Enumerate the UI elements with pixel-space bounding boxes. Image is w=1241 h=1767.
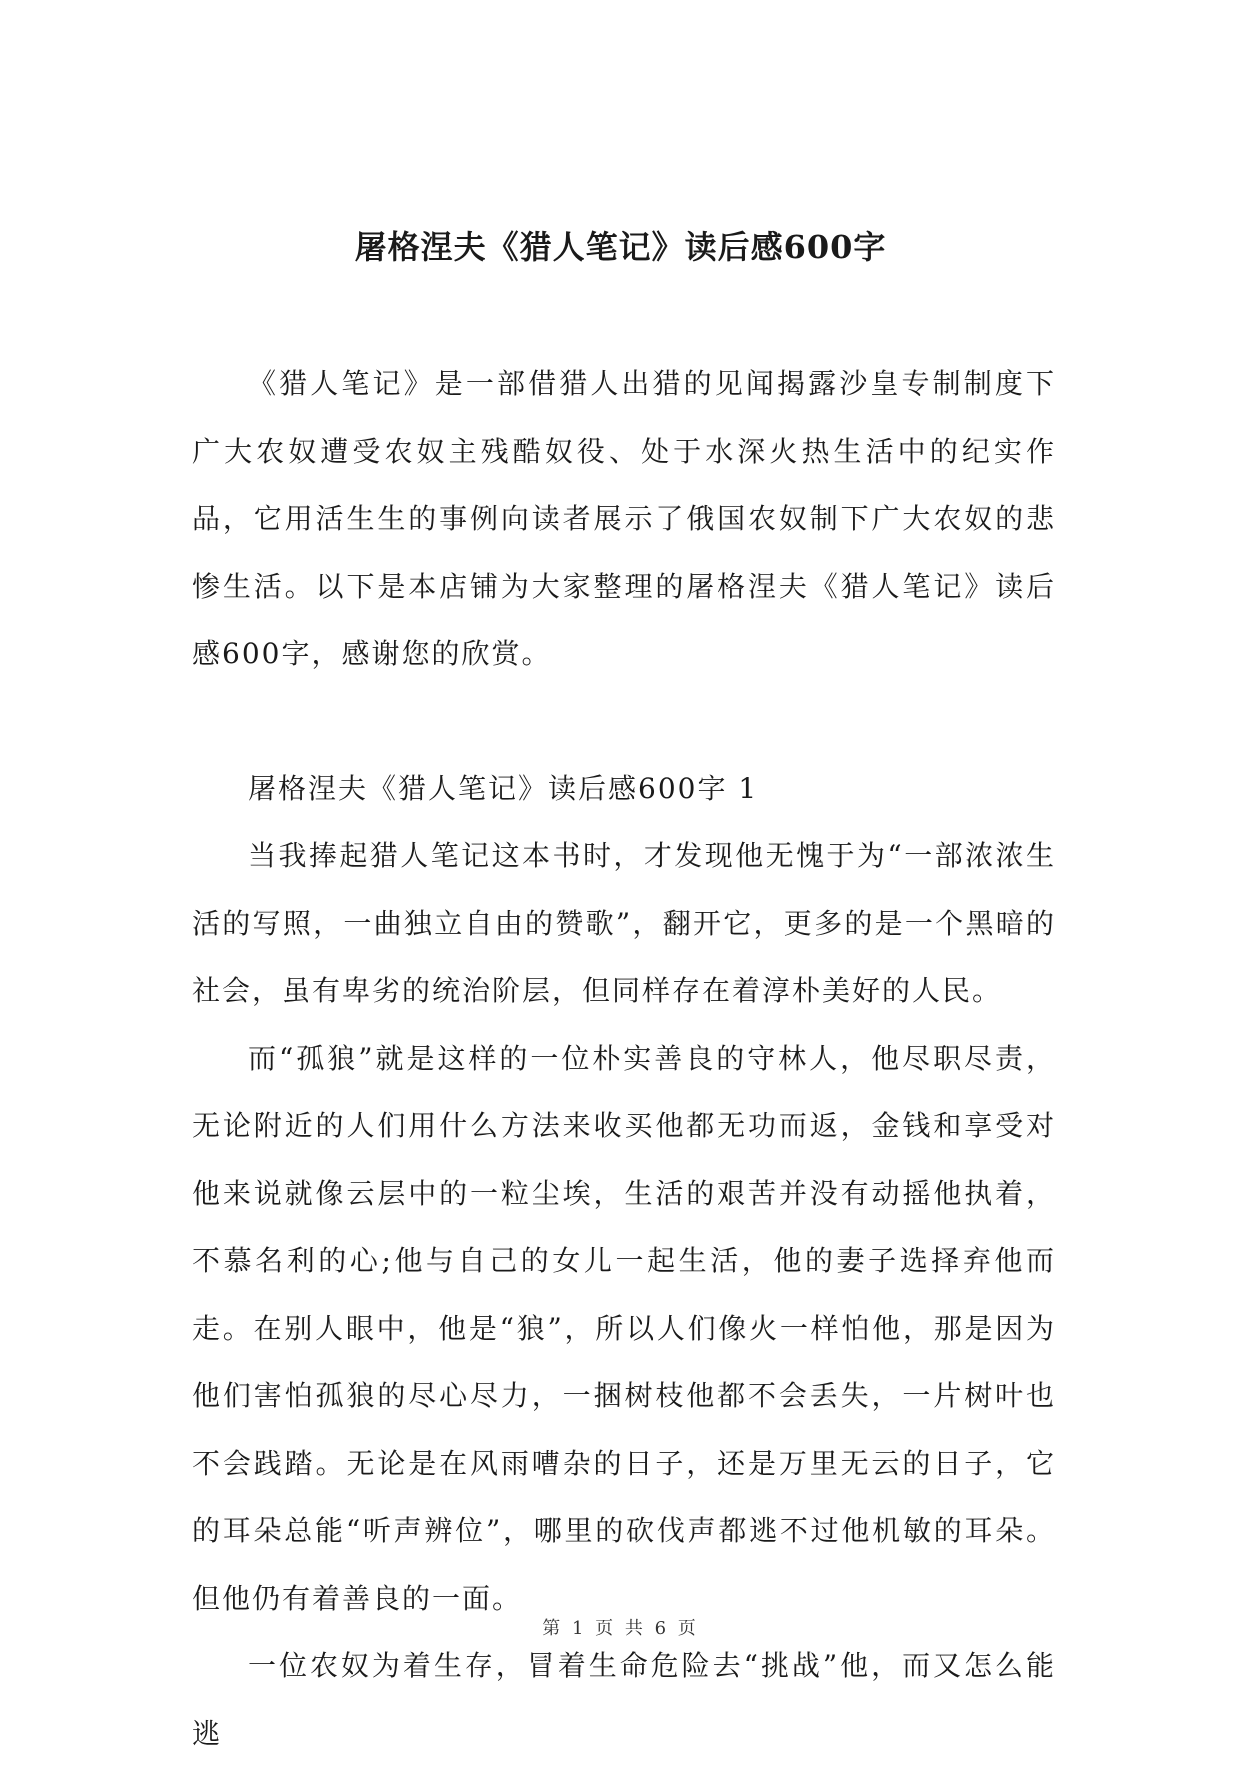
body-paragraph-3: 一位农奴为着生存，冒着生命危险去“挑战”他，而又怎么能逃 [192,1649,1056,1750]
document-body [192,350,1056,1767]
body-paragraph-1: 当我捧起猎人笔记这本书时，才发现他无愧于为“一部浓浓生活的写照，一曲独立自由的赞歌”，翻开它，更多的是一个黑暗的社会，虽有卑劣的统治阶层，但同样存在着淳朴美好的人民。 [192,839,1056,1007]
page-number-footer: 第 1 页 共 6 页 [542,1618,699,1639]
body-paragraph-2: 而“孤狼”就是这样的一位朴实善良的守林人，他尽职尽责，无论附近的人们用什么方法来收买他都无功而返，金钱和享受对他来说就像云层中的一粒尘埃，生活的艰苦并没有动摇他执着，不慕名利的心;他与自己的女儿一起生活，他的妻子选择弃他而走。在别人眼中，他是“狼”，所以人们像火一样怕他，那是因为他们害怕孤狼的尽心尽力，一捆树枝他都不会丢失，一片树叶也不会践踏。无论是在风雨嘈杂的日子，还是万里无云的日子，它的耳朵总能“听声辨位”，哪里的砍伐声都逃不过他机敏的耳朵。但他仍有着善良的一面。 [192,1041,1056,1615]
document-title: 屠格涅夫《猎人笔记》读后感600字 [354,228,887,266]
intro-paragraph: 《猎人笔记》是一部借猎人出猎的见闻揭露沙皇专制制度下广大农奴遭受农奴主残酷奴役、处于水深火热生活中的纪实作品，它用活生生的事例向读者展示了俄国农奴制下广大农奴的悲惨生活。以下是本店铺为大家整理的屠格涅夫《猎人笔记》读后感600字，感谢您的欣赏。 [192,367,1056,670]
section-heading: 屠格涅夫《猎人笔记》读后感600字 1 [248,771,759,805]
